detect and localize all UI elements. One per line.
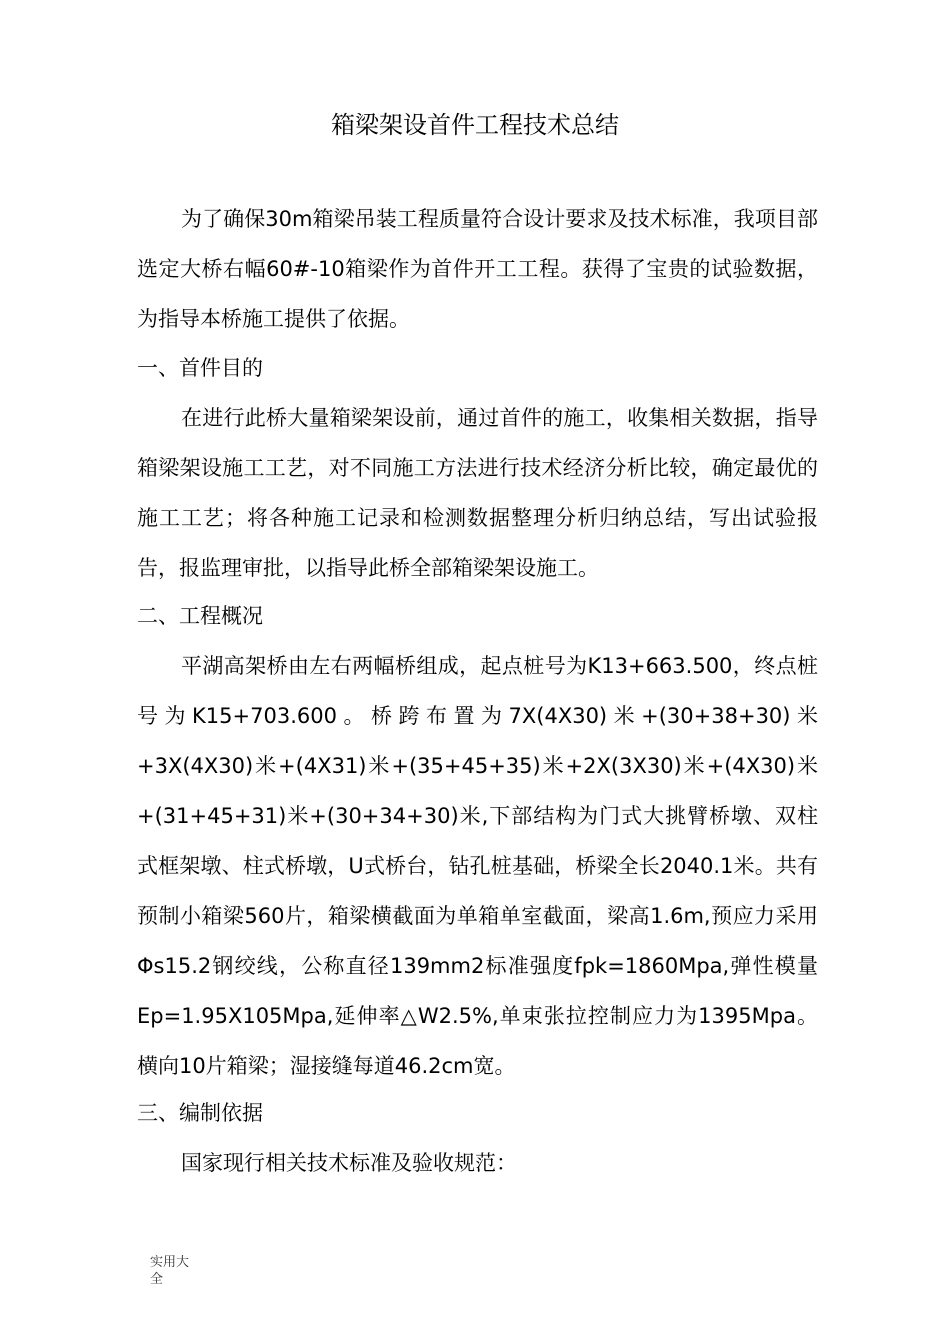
- section-heading-overview: 二、工程概况: [137, 604, 263, 628]
- section-paragraph-overview: 平湖高架桥由左右两幅桥组成，起点桩号为K13+663.500，终点桩号为K15+703.600。桥跨布置为7X(4X30)米+(30+38+30)米+3X(4X30)米+(4X31)米+(35+45+35)米+2X(3X30)米+(4X30)米+(31+45+31)米+(30+34+30)米,下部结构为门式大挑臂桥墩、双柱式框架墩、柱式桥墩，U式桥台，钻孔桩基础，桥梁全长2040.1米。共有预制小箱梁560片，箱梁横截面为单箱单室截面，梁高1.6m,预应力采用Φs15.2钢绞线，公称直径139mm2标准强度fpk=1860Mpa,弹性模量Ep=1.95X105Mpa,延伸率△W2.5%,单束张拉控制应力为1395Mpa。横向10片箱梁；湿接缝每道46.2cm宽。: [137, 654, 818, 1078]
- section-paragraph-basis: 国家现行相关技术标准及验收规范：: [181, 1151, 517, 1175]
- section-heading-basis: 三、编制依据: [137, 1101, 263, 1125]
- footer-note: 实用大全: [150, 1255, 190, 1287]
- section-heading-purpose: 一、首件目的: [137, 356, 263, 380]
- intro-paragraph: 为了确保30m箱梁吊装工程质量符合设计要求及技术标准，我项目部选定大桥右幅60#-10箱梁作为首件开工工程。获得了宝贵的试验数据，为指导本桥施工提供了依据。: [137, 207, 818, 331]
- section-paragraph-purpose: 在进行此桥大量箱梁架设前，通过首件的施工，收集相关数据，指导箱梁架设施工工艺，对不同施工方法进行技术经济分析比较，确定最优的施工工艺；将各种施工记录和检测数据整理分析归纳总结，写出试验报告，报监理审批，以指导此桥全部箱梁架设施工。: [137, 406, 818, 580]
- document-title: 箱梁架设首件工程技术总结: [331, 111, 619, 139]
